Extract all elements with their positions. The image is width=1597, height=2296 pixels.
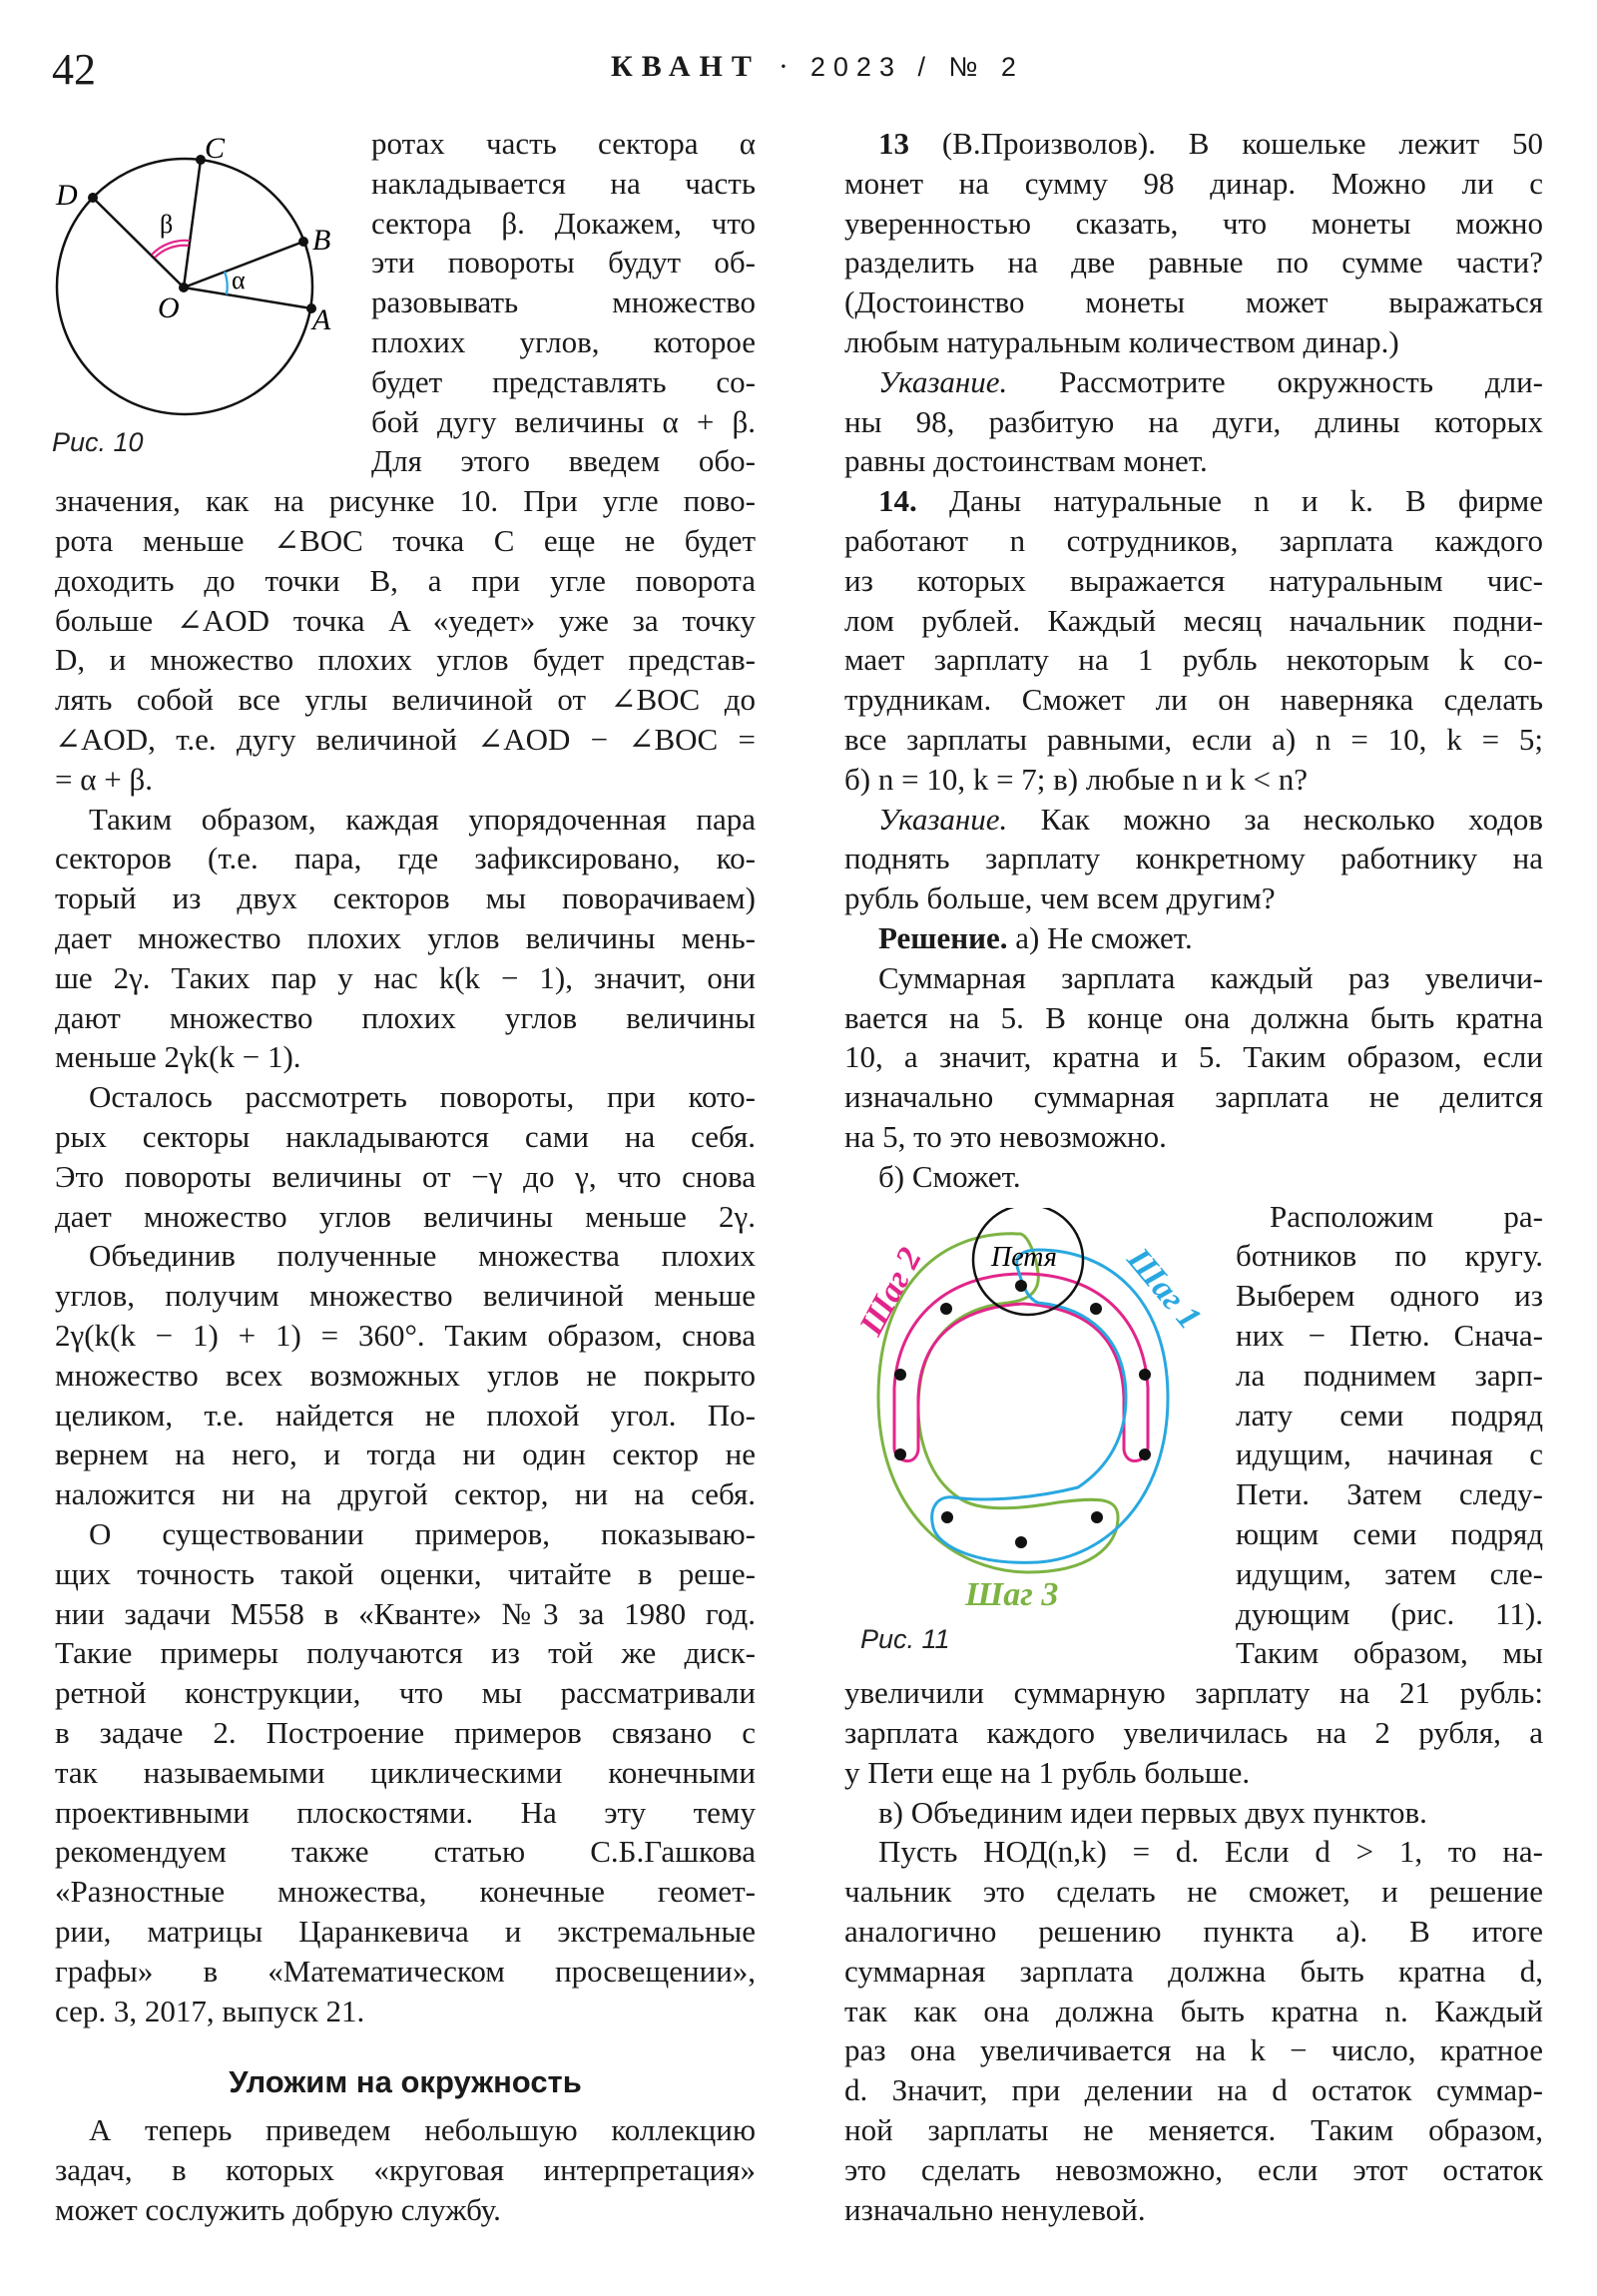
text-line: Расположим ра- [1270, 1198, 1543, 1234]
point-a-label: A [312, 303, 331, 336]
text-line: Таким образом, мы [1236, 1635, 1543, 1671]
text-line: равны достоинствам монет. [844, 443, 1208, 479]
text-line: дующим (рис. 11). [1236, 1595, 1543, 1631]
text-line: рых секторы накладываются сами на себя. [55, 1119, 756, 1154]
text-line: работают n сотрудников, зарплата каждого [844, 523, 1543, 558]
issue-number: 2023 / № 2 [809, 52, 1024, 82]
text-line: Решение. а) Не сможет. [878, 920, 1193, 955]
text-line: Такие примеры получаются из той же диск- [55, 1635, 756, 1671]
text-line: может сослужить добрую службу. [55, 2191, 501, 2227]
text-line: Указание. Рассмотрите окружность дли- [878, 363, 1543, 399]
text-line: рии, матрицы Царанкевича и экстремальные [55, 1914, 756, 1949]
text-line: разделить на две равные по сумме части? [844, 245, 1543, 281]
text-line: значения, как на рисунке 10. При угле пово- [55, 483, 756, 519]
text-line: Это повороты величины от −γ до γ, что снова [55, 1158, 756, 1194]
text-line: рота меньше ∠BOC точка C еще не будет [55, 523, 756, 558]
text-line: «Разностные множества, конечные геомет- [55, 1874, 756, 1910]
text-line: ющим семи подряд [1236, 1516, 1543, 1551]
text-line: наложится ни на другой сектор, ни на себя. [55, 1476, 756, 1512]
text-line: это сделать невозможно, если этот остаток [844, 2151, 1543, 2187]
solution-label: Решение. [878, 920, 1008, 955]
text-line: идущим, затем сле- [1236, 1555, 1543, 1591]
text-line: монет на сумму 98 динар. Можно ли с [844, 165, 1543, 201]
text-line: идущим, начиная с [1236, 1436, 1543, 1472]
text-line: Для этого введем обо- [371, 443, 756, 479]
text-line: все зарплаты равными, если а) n = 10, k = 5; [844, 722, 1543, 757]
text-line: множество всех возможных углов не покрыто [55, 1357, 756, 1393]
text-line: рекомендуем также статью С.Б.Гашкова [55, 1834, 756, 1870]
text-line: О существовании примеров, показываю- [89, 1516, 756, 1551]
alpha-label: α [232, 266, 246, 294]
text-line: d. Значит, при делении на d остаток суммар- [844, 2072, 1543, 2108]
point-b-label: B [312, 224, 331, 257]
header-separator: · [778, 50, 789, 83]
step-3-label: Шаг 3 [965, 1576, 1059, 1613]
text-line: будет представлять со- [371, 363, 756, 399]
page-number: 42 [52, 45, 96, 94]
text-line: дает множество углов величины меньше 2γ. [55, 1198, 756, 1234]
text-line: плохих углов, которое [371, 324, 756, 359]
text-line: Выберем одного из [1236, 1278, 1543, 1314]
text-line: у Пети еще на 1 рубль больше. [844, 1754, 1251, 1790]
step-1-label: Шаг 1 [1119, 1241, 1209, 1337]
text-line: уверенностью сказать, что монеты можно [844, 205, 1543, 241]
text-line: в) Объединим идеи первых двух пунктов. [878, 1794, 1427, 1830]
beta-label: β [160, 210, 174, 239]
text-line: ретной конструкции, что мы рассматривали [55, 1675, 756, 1711]
text-line: накладывается на часть [371, 165, 756, 201]
text-line: больше ∠AOD точка A «уедет» уже за точку [55, 602, 756, 638]
text-line: торый из двух секторов мы поворачиваем) [55, 880, 756, 916]
text-line: ротах часть сектора α [371, 126, 756, 161]
text-line: б) n = 10, k = 7; в) любые n и k < n? [844, 761, 1308, 797]
text-line: ла поднимем зарп- [1236, 1357, 1543, 1393]
text-line: мает зарплату на 1 рубль некоторым k со- [844, 642, 1543, 678]
problem-number: 14. [878, 483, 917, 519]
text-line: ∠AOD, т.е. дугу величиной ∠AOD − ∠BOC = [55, 722, 756, 757]
text-line: Пети. Затем следу- [1236, 1476, 1543, 1512]
text-line: секторов (т.е. пара, где зафиксировано, ко- [55, 841, 756, 876]
section-heading: Уложим на окружность [229, 2064, 582, 2099]
text-line: Указание. Как можно за несколько ходов [878, 801, 1543, 837]
journal-title: КВАНТ [611, 50, 761, 83]
figure-11-circle-diagram [848, 1208, 1228, 1647]
text-line: дают множество плохих углов величины [55, 999, 756, 1035]
text-line: б) Сможет. [878, 1158, 1021, 1194]
text-line: Объединив полученные множества плохих [89, 1238, 756, 1274]
point-c-label: C [205, 132, 226, 165]
text-line: увеличили суммарную зарплату на 21 рубль: [844, 1675, 1543, 1711]
text-line: лату семи подряд [1236, 1397, 1543, 1433]
text-line: бой дугу величины α + β. [371, 403, 756, 439]
text-line: из которых выражается натуральным чис- [844, 562, 1543, 598]
text-line: = α + β. [55, 761, 153, 797]
text-line: А теперь приведем небольшую коллекцию [89, 2112, 756, 2147]
text-line: проективными плоскостями. На эту тему [55, 1794, 756, 1830]
text-line: целиком, т.е. найдется не плохой угол. По- [55, 1397, 756, 1433]
text-line: дает множество плохих углов величины мень- [55, 920, 756, 955]
point-d-label: D [56, 179, 78, 212]
text-line: ны 98, разбитую на дуги, длины которых [844, 403, 1543, 439]
text-line: суммарная зарплата должна быть кратна d, [844, 1953, 1543, 1989]
text-line: так называемыми циклическими конечными [55, 1754, 756, 1790]
text-line: так как она должна быть кратна n. Каждый [844, 1993, 1543, 2028]
text-line: вернем на него, и тогда ни один сектор не [55, 1436, 756, 1472]
text-line: поднять зарплату конкретному работнику на [844, 841, 1543, 876]
text-line: щих точность такой оценки, читайте в реше- [55, 1555, 756, 1591]
running-head [611, 52, 1024, 82]
hint-label: Указание. [878, 801, 1008, 837]
text-line: ботников по кругу. [1236, 1238, 1543, 1274]
point-o-label: O [158, 291, 180, 324]
text-line: трудникам. Сможет ли он наверняка сделать [844, 682, 1543, 718]
text-line: 10, а значит, кратна и 5. Таким образом, если [844, 1039, 1543, 1075]
hint-label: Указание. [878, 363, 1008, 399]
figure-11-caption: Рис. 11 [860, 1624, 950, 1654]
text-line: в задаче 2. Построение примеров связано с [55, 1715, 756, 1750]
text-line: сер. 3, 2017, выпуск 21. [55, 1993, 365, 2028]
text-line: эти повороты будут об- [371, 245, 756, 281]
text-line: D, и множество плохих углов будет представ- [55, 642, 756, 678]
problem-number: 13 [878, 126, 909, 161]
text-line: меньше 2γk(k − 1). [55, 1039, 301, 1075]
text-line: зарплата каждого увеличилась на 2 рубля, а [844, 1715, 1543, 1750]
text-line: сектора β. Докажем, что [371, 205, 756, 241]
text-line: них − Петю. Снача- [1236, 1318, 1543, 1353]
text-line: углов, получим множество величиной меньше [55, 1278, 756, 1314]
text-line: графы» в «Математическом просвещении», [55, 1953, 756, 1989]
text-line: задач, в которых «круговая интерпретация» [55, 2151, 756, 2187]
text-line: Таким образом, каждая упорядоченная пара [89, 801, 756, 837]
text-line: (Достоинство монеты может выражаться [844, 285, 1543, 320]
text-line: раз она увеличивается на k − число, кратное [844, 2032, 1543, 2068]
text-line: изначально суммарная зарплата не делится [844, 1079, 1543, 1115]
step-2-label: Шаг 2 [852, 1241, 929, 1342]
text-line: ше 2γ. Таких пар у нас k(k − 1), значит, они [55, 959, 756, 995]
text-line: 13 (В.Произволов). В кошельке лежит 50 [878, 126, 1543, 161]
text-line: доходить до точки B, а при угле поворота [55, 562, 756, 598]
text-line: изначально ненулевой. [844, 2191, 1146, 2227]
text-line: Осталось рассмотреть повороты, при кото- [89, 1079, 756, 1115]
text-line: 2γ(k(k − 1) + 1) = 360°. Таким образом, снова [55, 1318, 756, 1353]
text-line: ной зарплаты не меняется. Таким образом, [844, 2112, 1543, 2147]
text-line: аналогично решению пункта а). В итоге [844, 1914, 1543, 1949]
text-line: 14. Даны натуральные n и k. В фирме [878, 483, 1543, 519]
figure-10-caption: Рис. 10 [52, 427, 144, 457]
text-line: лять собой все углы величиной от ∠BOC до [55, 682, 756, 718]
figure-10-circle-diagram [20, 120, 359, 449]
text-line: лом рублей. Каждый месяц начальник подни- [844, 602, 1543, 638]
text-line: нии задачи М558 в «Кванте» №3 за 1980 год. [55, 1595, 756, 1631]
text-line: Суммарная зарплата каждый раз увеличи- [878, 959, 1543, 995]
text-line: разовывать множество [371, 285, 756, 320]
text-line: любым натуральным количеством динар.) [844, 324, 1399, 359]
text-line: чальник это сделать не сможет, и решение [844, 1874, 1543, 1910]
text-line: на 5, то это невозможно. [844, 1119, 1167, 1154]
petya-label: Петя [991, 1242, 1057, 1273]
text-line: Пусть НОД(n,k) = d. Если d > 1, то на- [878, 1834, 1543, 1870]
text-line: вается на 5. В конце она должна быть кратна [844, 999, 1543, 1035]
text-line: рубль больше, чем всем другим? [844, 880, 1276, 916]
